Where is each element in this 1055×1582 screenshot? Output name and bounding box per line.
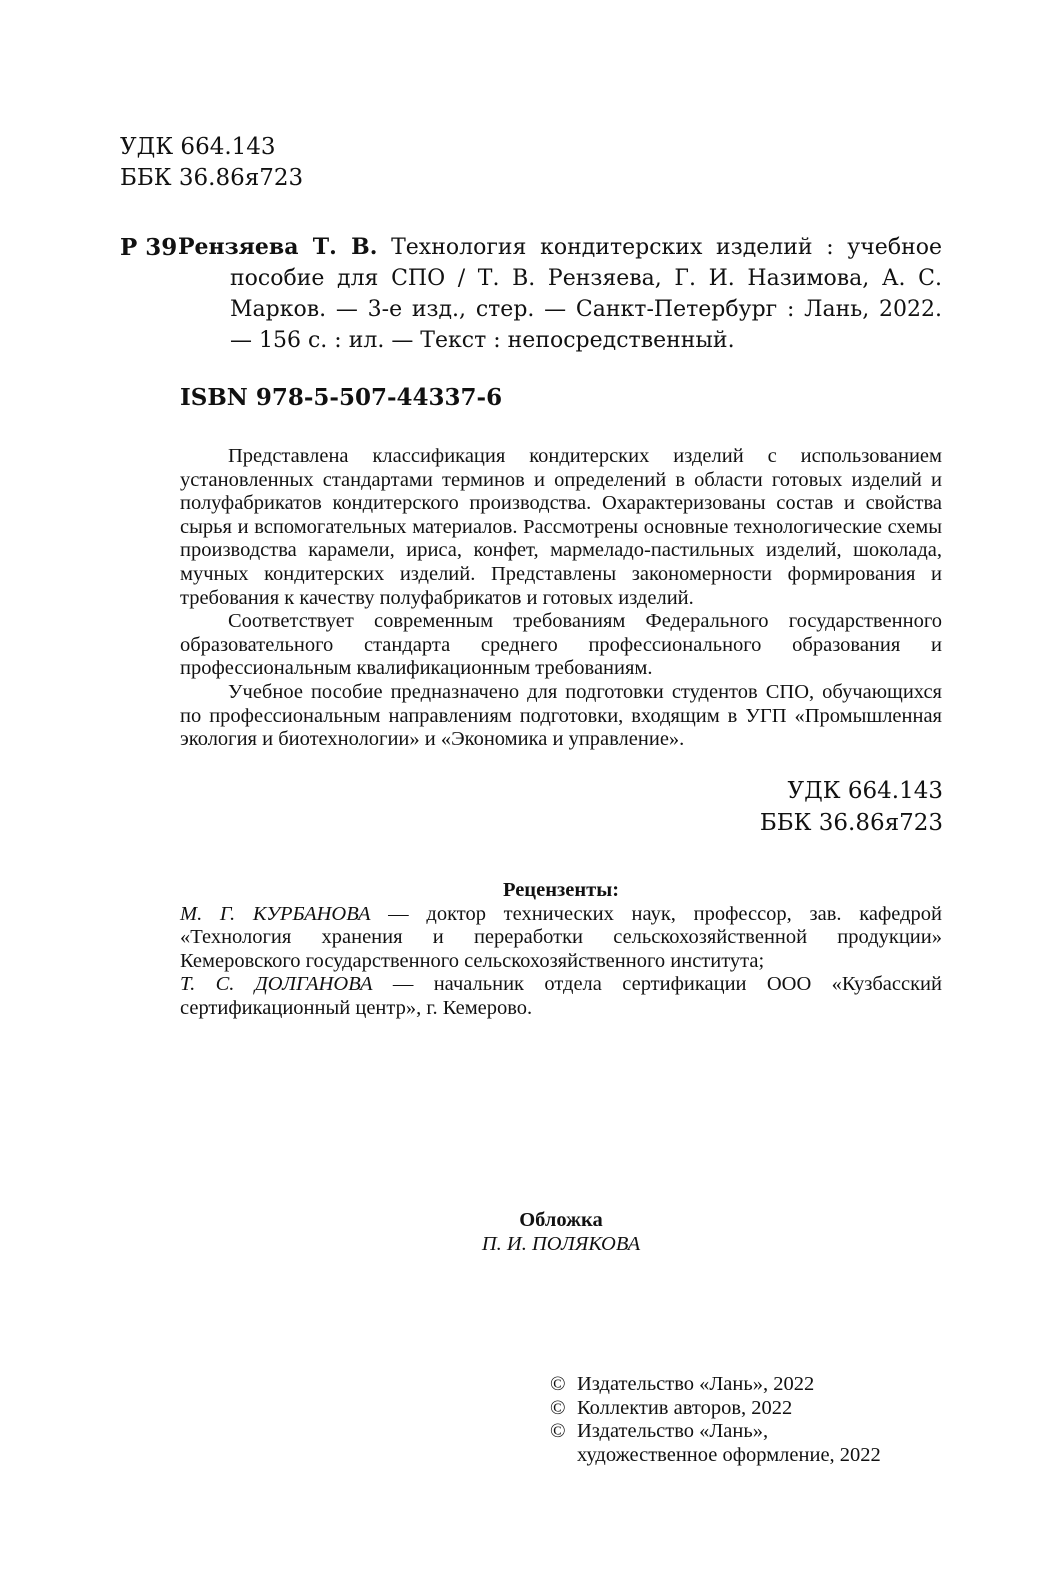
reviewer-name: Т. С. ДОЛГАНОВА	[180, 973, 373, 996]
cover-designer: П. И. ПОЛЯКОВА	[481, 1232, 641, 1255]
reviewer-entry	[180, 973, 942, 1020]
author-mark: Р 39	[120, 234, 178, 261]
reviewers	[180, 879, 942, 1021]
udk-code: УДК 664.143	[120, 134, 276, 160]
abstract	[180, 445, 942, 752]
cover-label: Обложка	[519, 1209, 603, 1231]
copyright-block	[550, 1373, 881, 1467]
copyright-line	[550, 1397, 881, 1421]
reviewer-info: — начальник отдела сертификации ООО «Кузбасский сертификационный центр», г. Кемерово.	[180, 973, 942, 1019]
reviewer-entry	[180, 903, 942, 974]
reviewers-heading: Рецензенты:	[502, 879, 620, 901]
classification-codes-bottom	[760, 775, 943, 839]
abstract-paragraph: Соответствует современным требованиям Федерального государственного образовательного стандарта среднего профессионального образования и профессиональным квалификационным требованиям.	[180, 610, 942, 680]
udk-code: УДК 664.143	[787, 778, 943, 804]
copyright-text: Издательство «Лань»,	[577, 1420, 769, 1443]
bib-description: Технология кондитерских изделий : учебное пособие для СПО / Т. В. Рензяева, Г. И. Назимова, А. С. Марков. — 3-е изд., стер. — Санкт-Петербург : Лань, 2022. — 156 с. : ил. — Текст : непосредственный.	[230, 235, 942, 353]
reviewer-info: — доктор технических наук, профессор, зав. кафедрой «Технология хранения и переработки сельскохозяйственной продукции» Кемеровского государственного сельскохозяйственного института;	[180, 902, 942, 972]
copyright-icon: ©	[550, 1420, 566, 1443]
copyright-text: Издательство «Лань», 2022	[577, 1373, 815, 1395]
abstract-paragraph: Представлена классификация кондитерских изделий с использованием установленных стандартами терминов и определений в области готовых изделий и полуфабрикатов кондитерского производства. Охарактеризованы состав и свойства сырья и вспомогательных материалов. Рассмотрены основные технологические схемы производства карамели, ириса, конфет, мармеладо-пастильных изделий, шоколада, мучных кондитерских изделий. Представлены закономерности формирования и требования к качеству полуфабрикатов и готовых изделий.	[180, 445, 942, 609]
copyright-line	[550, 1420, 881, 1444]
copyright-icon: ©	[550, 1396, 566, 1419]
reviewer-name: М. Г. КУРБАНОВА	[180, 902, 371, 925]
abstract-paragraph: Учебное пособие предназначено для подготовки студентов СПО, обучающихся по профессиональным направлениям подготовки, входящим в УГП «Промышленная экология и биотехнологии» и «Экономика и управление».	[180, 680, 942, 751]
classification-codes-top	[120, 132, 303, 194]
bibliographic-description	[178, 232, 942, 356]
copyright-text-continued: художественное оформление, 2022	[577, 1443, 881, 1466]
copyright-line	[550, 1373, 881, 1397]
copyright-icon: ©	[550, 1373, 566, 1395]
bbk-code: ББК 36.86я723	[759, 810, 943, 836]
bib-author: Рензяева Т. В.	[178, 234, 378, 260]
isbn: ISBN 978-5-507-44337-6	[180, 384, 503, 411]
copyright-text: Коллектив авторов, 2022	[577, 1396, 793, 1419]
bbk-code: ББК 36.86я723	[120, 165, 304, 191]
cover-credit	[180, 1209, 942, 1256]
